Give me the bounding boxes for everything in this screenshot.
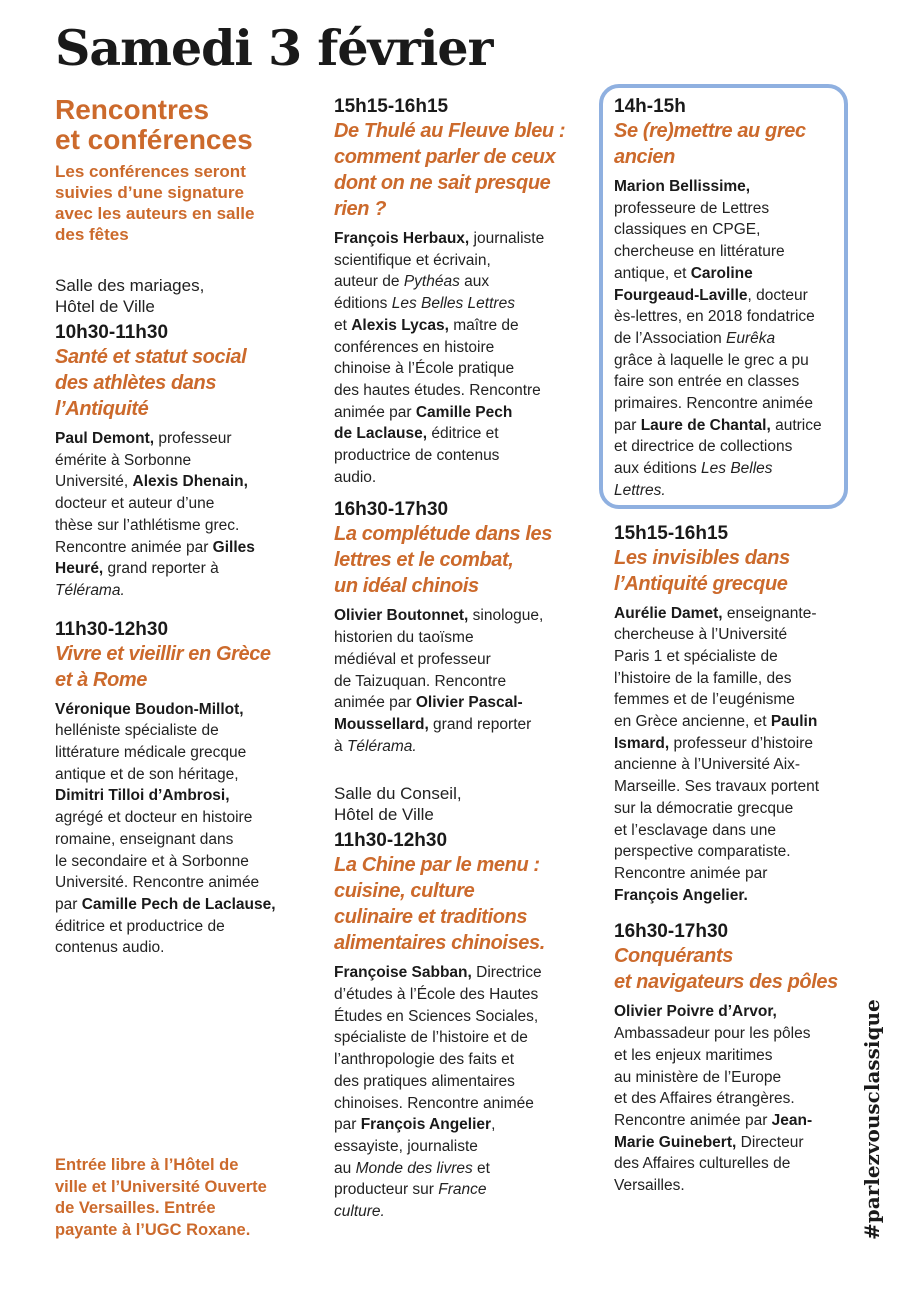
venue-line: Hôtel de Ville — [55, 297, 155, 316]
desc-text: , — [491, 1116, 496, 1134]
moderator-name: de Laclause, — [334, 425, 428, 443]
event-title — [55, 641, 305, 693]
event-title-line: culinaire et traditions — [334, 906, 528, 929]
subtitle-line: suivies d’une signature — [55, 183, 244, 202]
desc-line: conférences en histoire — [334, 338, 495, 356]
desc-line — [614, 328, 854, 350]
desc-line — [55, 699, 305, 721]
event-description — [334, 228, 574, 488]
column-middle — [334, 95, 574, 1223]
desc-line: Ambassadeur pour les pôles — [614, 1025, 811, 1043]
desc-line — [614, 263, 854, 285]
desc-line — [55, 428, 305, 450]
desc-line — [334, 402, 574, 424]
desc-line — [334, 714, 574, 736]
speaker-name: Marion Bellissime, — [614, 178, 751, 195]
event-title-line: ancien — [614, 146, 675, 168]
association-name: Eurêka — [726, 329, 776, 347]
desc-line: sur la démocratie grecque — [614, 799, 794, 817]
venue-line: Salle du Conseil, — [334, 784, 462, 804]
desc-line — [334, 962, 574, 984]
desc-text: grand reporter à — [103, 560, 219, 578]
desc-text: et — [334, 316, 352, 334]
desc-line: d’études à l’École des Hautes — [334, 986, 539, 1004]
event-title — [614, 943, 854, 995]
desc-text: autrice — [770, 416, 822, 434]
event-title-line: et navigateurs des pôles — [614, 971, 838, 994]
desc-line: Études en Sciences Sociales, — [334, 1007, 539, 1025]
desc-line — [614, 415, 854, 437]
desc-line: ancienne à l’Université Aix- — [614, 756, 801, 774]
event-title-line: lettres et le combat, — [334, 549, 514, 572]
moderator-name: Laure de Chantal, — [640, 416, 771, 434]
desc-text: , docteur — [747, 286, 808, 304]
event-block — [55, 618, 305, 959]
desc-line: spécialiste de l’histoire et de — [334, 1029, 528, 1047]
event-description — [334, 962, 574, 1222]
desc-text: de l’Association — [614, 329, 727, 347]
event-title-line: Vivre et vieillir en Grèce — [55, 642, 271, 665]
desc-line: des hautes études. Rencontre — [334, 381, 541, 399]
desc-line: le secondaire et à Sorbonne — [55, 852, 249, 870]
desc-text: par — [334, 1116, 361, 1134]
footer-line: de Versailles. Entrée — [55, 1199, 216, 1217]
desc-line: et les enjeux maritimes — [614, 1046, 773, 1064]
desc-line: historien du taoïsme — [334, 629, 474, 647]
desc-line — [614, 711, 854, 733]
event-title — [334, 521, 574, 599]
desc-text: au — [334, 1159, 356, 1177]
event-title — [334, 118, 574, 222]
event-time: 16h30-17h30 — [614, 921, 729, 943]
event-block — [334, 829, 574, 1222]
moderator-name: Camille Pech de Laclause, — [81, 895, 276, 913]
publisher-name: Les Belles — [701, 460, 773, 478]
event-title-line: et à Rome — [55, 668, 147, 691]
desc-line: littérature médicale grecque — [55, 744, 247, 762]
moderator-name: Moussellard, — [334, 715, 429, 733]
venue-label — [55, 275, 305, 317]
event-time: 16h30-17h30 — [334, 499, 449, 521]
desc-text: à — [334, 737, 347, 755]
desc-line: des pratiques alimentaires — [334, 1072, 515, 1090]
desc-line — [614, 1110, 854, 1132]
venue-label — [334, 783, 574, 825]
desc-text: éditions — [334, 295, 392, 313]
event-block — [614, 522, 854, 907]
venue-line: Salle des mariages, — [55, 276, 205, 295]
book-title: Pythéas — [403, 273, 460, 291]
desc-text: animée par — [334, 694, 416, 712]
desc-line: Rencontre animée par — [614, 864, 768, 882]
subtitle-line: avec les auteurs en salle — [55, 204, 255, 223]
section-subtitle — [55, 161, 305, 245]
desc-text: Rencontre animée par — [614, 1111, 772, 1129]
event-title-line: un idéal chinois — [334, 575, 479, 598]
page-title: Samedi 3 février — [55, 19, 493, 77]
desc-text: auteur de — [334, 273, 404, 291]
event-description — [614, 176, 854, 502]
desc-line: et des Affaires étrangères. — [614, 1090, 795, 1108]
speaker-name: Dimitri Tilloi d’Ambrosi, — [55, 787, 230, 805]
desc-line: docteur et auteur d’une — [55, 495, 215, 513]
event-time: 14h-15h — [614, 96, 686, 117]
event-title-line: Conquérants — [614, 945, 733, 968]
desc-line — [55, 558, 305, 580]
event-title-line: La Chine par le menu : — [334, 854, 540, 877]
desc-text: en Grèce ancienne, et — [614, 713, 771, 731]
desc-line — [55, 894, 305, 916]
event-description — [614, 1001, 854, 1196]
desc-line — [614, 1132, 854, 1154]
desc-text: animée par — [334, 403, 416, 421]
desc-line — [334, 1179, 574, 1201]
desc-line: romaine, enseignant dans — [55, 830, 234, 848]
desc-line: thèse sur l’athlétisme grec. — [55, 516, 240, 534]
desc-text: grand reporter — [428, 715, 532, 733]
desc-line — [614, 176, 854, 198]
moderator-name: Marie Guinebert, — [614, 1133, 737, 1151]
desc-line: l’anthropologie des faits et — [334, 1051, 515, 1069]
footer-line: ville et l’Université Ouverte — [55, 1177, 267, 1196]
event-title-line: alimentaires chinoises. — [334, 932, 545, 955]
footer-note — [55, 1155, 305, 1241]
desc-line — [334, 736, 574, 758]
event-title-line: des athlètes dans — [55, 372, 217, 394]
speaker-name: Fourgeaud-Laville — [614, 286, 748, 304]
section-title — [55, 95, 305, 155]
desc-line: perspective comparatiste. — [614, 843, 791, 861]
desc-line — [614, 603, 854, 625]
publication-title: Télérama. — [55, 581, 125, 599]
desc-line — [334, 293, 574, 315]
event-title-line: l’Antiquité — [55, 398, 149, 420]
speaker-name: Olivier Boutonnet, — [334, 607, 469, 625]
desc-line: chercheuse à l’Université — [614, 626, 788, 644]
desc-line — [614, 458, 854, 480]
speaker-name: Alexis Dhenain, — [132, 473, 248, 491]
speaker-name: Aurélie Damet, — [614, 604, 723, 622]
event-title-line: cuisine, culture — [334, 880, 475, 903]
event-description — [614, 603, 854, 907]
desc-line: l’histoire de la famille, des — [614, 669, 792, 687]
desc-line: ès-lettres, en 2018 fondatrice — [614, 308, 815, 326]
desc-line — [614, 733, 854, 755]
moderator-name: Heuré, — [55, 560, 104, 578]
desc-line: émérite à Sorbonne — [55, 451, 192, 469]
event-title-line: comment parler de ceux — [334, 146, 556, 168]
desc-text: professeur — [154, 430, 232, 447]
event-time: 11h30-12h30 — [334, 830, 448, 852]
event-title-line: Se (re)mettre au grec — [614, 120, 806, 142]
desc-line: chercheuse en littérature — [614, 243, 785, 261]
desc-text: enseignante- — [722, 604, 817, 622]
desc-line — [334, 423, 574, 445]
speaker-name: Ismard, — [614, 734, 670, 752]
desc-line — [334, 605, 574, 627]
event-title-line: De Thulé au Fleuve bleu : — [334, 120, 566, 142]
desc-text: aux — [459, 273, 490, 291]
publication-title: France — [438, 1181, 487, 1199]
hashtag-label: #parlezvousclassique — [860, 999, 884, 1240]
desc-text: Directrice — [471, 964, 542, 982]
subtitle-line: des fêtes — [55, 225, 129, 244]
desc-line: de Taizuquan. Rencontre — [334, 672, 507, 690]
desc-line — [334, 692, 574, 714]
desc-line: faire son entrée en classes — [614, 373, 800, 391]
desc-text: aux éditions — [614, 460, 702, 478]
desc-line: chinoise à l’École pratique — [334, 360, 515, 378]
venue-line: Hôtel de Ville — [334, 805, 434, 825]
desc-text: sinologue, — [468, 607, 544, 625]
subtitle-line: Les conférences seront — [55, 162, 246, 181]
desc-text: maître de — [448, 316, 519, 334]
column-right — [614, 95, 854, 1197]
speaker-name: Caroline — [690, 264, 753, 282]
moderator-name: Camille Pech — [415, 403, 513, 421]
desc-text: Université, — [55, 473, 133, 491]
event-title-line: l’Antiquité grecque — [614, 572, 788, 595]
desc-line — [55, 580, 305, 602]
desc-line — [614, 285, 854, 307]
event-time: 15h15-16h15 — [334, 96, 449, 117]
publication-title: Télérama. — [346, 737, 417, 755]
desc-line: primaires. Rencontre animée — [614, 395, 814, 413]
publication-title: culture. — [334, 1203, 385, 1221]
publication-title: Monde des livres — [355, 1159, 473, 1177]
footer-line: payante à l’UGC Roxane. — [55, 1220, 251, 1239]
event-description — [55, 699, 305, 959]
desc-line — [334, 315, 574, 337]
speaker-name: Véronique Boudon-Millot, — [55, 700, 244, 718]
publisher-name: Les Belles Lettres — [391, 295, 515, 313]
desc-line: des Affaires culturelles de — [614, 1155, 791, 1173]
desc-line — [614, 480, 854, 502]
desc-text: Rencontre animée par — [55, 538, 213, 556]
desc-line: helléniste spécialiste de — [55, 722, 219, 740]
desc-line: et directrice de collections — [614, 438, 793, 456]
event-title-line: Les invisibles dans — [614, 546, 790, 569]
desc-line: classiques en CPGE, — [614, 221, 761, 239]
section-title-line: Rencontres — [55, 94, 210, 125]
desc-line: agrégé et docteur en histoire — [55, 809, 253, 827]
desc-line: et l’esclavage dans une — [614, 821, 777, 839]
event-block — [614, 920, 854, 1196]
desc-line: Versailles. — [614, 1177, 685, 1195]
event-title-line: La complétude dans les — [334, 523, 552, 546]
moderator-name: Olivier Pascal- — [415, 694, 523, 712]
section-title-line: et conférences — [55, 124, 253, 155]
event-time: 11h30-12h30 — [55, 618, 169, 640]
desc-line: médiéval et professeur — [334, 650, 491, 668]
event-block — [614, 95, 854, 502]
desc-line: chinoises. Rencontre animée — [334, 1094, 534, 1112]
desc-line — [55, 471, 305, 493]
publisher-name: Lettres. — [614, 481, 666, 499]
desc-line: au ministère de l’Europe — [614, 1068, 782, 1086]
speaker-name: Olivier Poivre d’Arvor, — [614, 1003, 777, 1021]
desc-line — [334, 228, 574, 250]
event-title-line: rien ? — [334, 198, 387, 220]
desc-line: contenus audio. — [55, 939, 165, 957]
event-time: 10h30-11h30 — [55, 322, 169, 343]
event-title — [334, 852, 574, 956]
desc-line — [55, 537, 305, 559]
desc-text: producteur sur — [334, 1181, 439, 1199]
desc-text: antique, et — [614, 264, 691, 282]
desc-text: professeur d’histoire — [669, 734, 814, 752]
desc-line — [334, 1158, 574, 1180]
footer-line: Entrée libre à l’Hôtel de — [55, 1156, 239, 1174]
speaker-name: Paulin — [770, 713, 818, 731]
desc-text: et — [472, 1159, 490, 1177]
event-description — [55, 428, 305, 602]
desc-line — [334, 271, 574, 293]
event-title-line: Santé et statut social — [55, 346, 247, 368]
desc-line — [614, 1001, 854, 1023]
moderator-name: Gilles — [212, 538, 255, 556]
desc-line: professeure de Lettres — [614, 199, 770, 217]
desc-line: Université. Rencontre animée — [55, 874, 260, 892]
speaker-name: Françoise Sabban, — [334, 964, 472, 982]
desc-text: éditrice et — [427, 425, 499, 443]
column-left — [55, 95, 305, 959]
event-time: 15h15-16h15 — [614, 522, 729, 544]
event-title-line: dont on ne sait presque — [334, 172, 551, 194]
desc-line: essayiste, journaliste — [334, 1137, 478, 1155]
desc-text: par — [614, 416, 641, 434]
event-block — [55, 321, 305, 602]
desc-line: productrice de contenus — [334, 447, 500, 465]
desc-line — [334, 1201, 574, 1223]
desc-line — [55, 785, 305, 807]
event-title — [55, 344, 305, 422]
speaker-name: Alexis Lycas, — [351, 316, 449, 334]
desc-line: scientifique et écrivain, — [334, 251, 491, 269]
desc-text: journaliste — [469, 230, 545, 247]
desc-text: par — [55, 895, 82, 913]
desc-line: éditrice et productrice de — [55, 917, 225, 935]
speaker-name: François Herbaux, — [334, 230, 470, 247]
desc-line: audio. — [334, 468, 377, 486]
desc-line: femmes et de l’eugénisme — [614, 691, 795, 709]
event-block — [334, 95, 574, 488]
desc-text: Directeur — [736, 1133, 804, 1151]
moderator-name: Jean- — [771, 1111, 813, 1129]
desc-line — [614, 885, 854, 907]
desc-line: grâce à laquelle le grec a pu — [614, 351, 809, 369]
event-block — [334, 498, 574, 757]
speaker-name: Paul Demont, — [55, 430, 155, 447]
desc-line — [334, 1114, 574, 1136]
event-title — [614, 545, 854, 597]
desc-line: Paris 1 et spécialiste de — [614, 647, 778, 665]
desc-line: Marseille. Ses travaux portent — [614, 778, 820, 796]
moderator-name: François Angelier — [360, 1116, 492, 1134]
desc-line: antique et de son héritage, — [55, 765, 239, 783]
moderator-name: François Angelier. — [614, 886, 748, 904]
event-title — [614, 118, 854, 170]
event-description — [334, 605, 574, 757]
